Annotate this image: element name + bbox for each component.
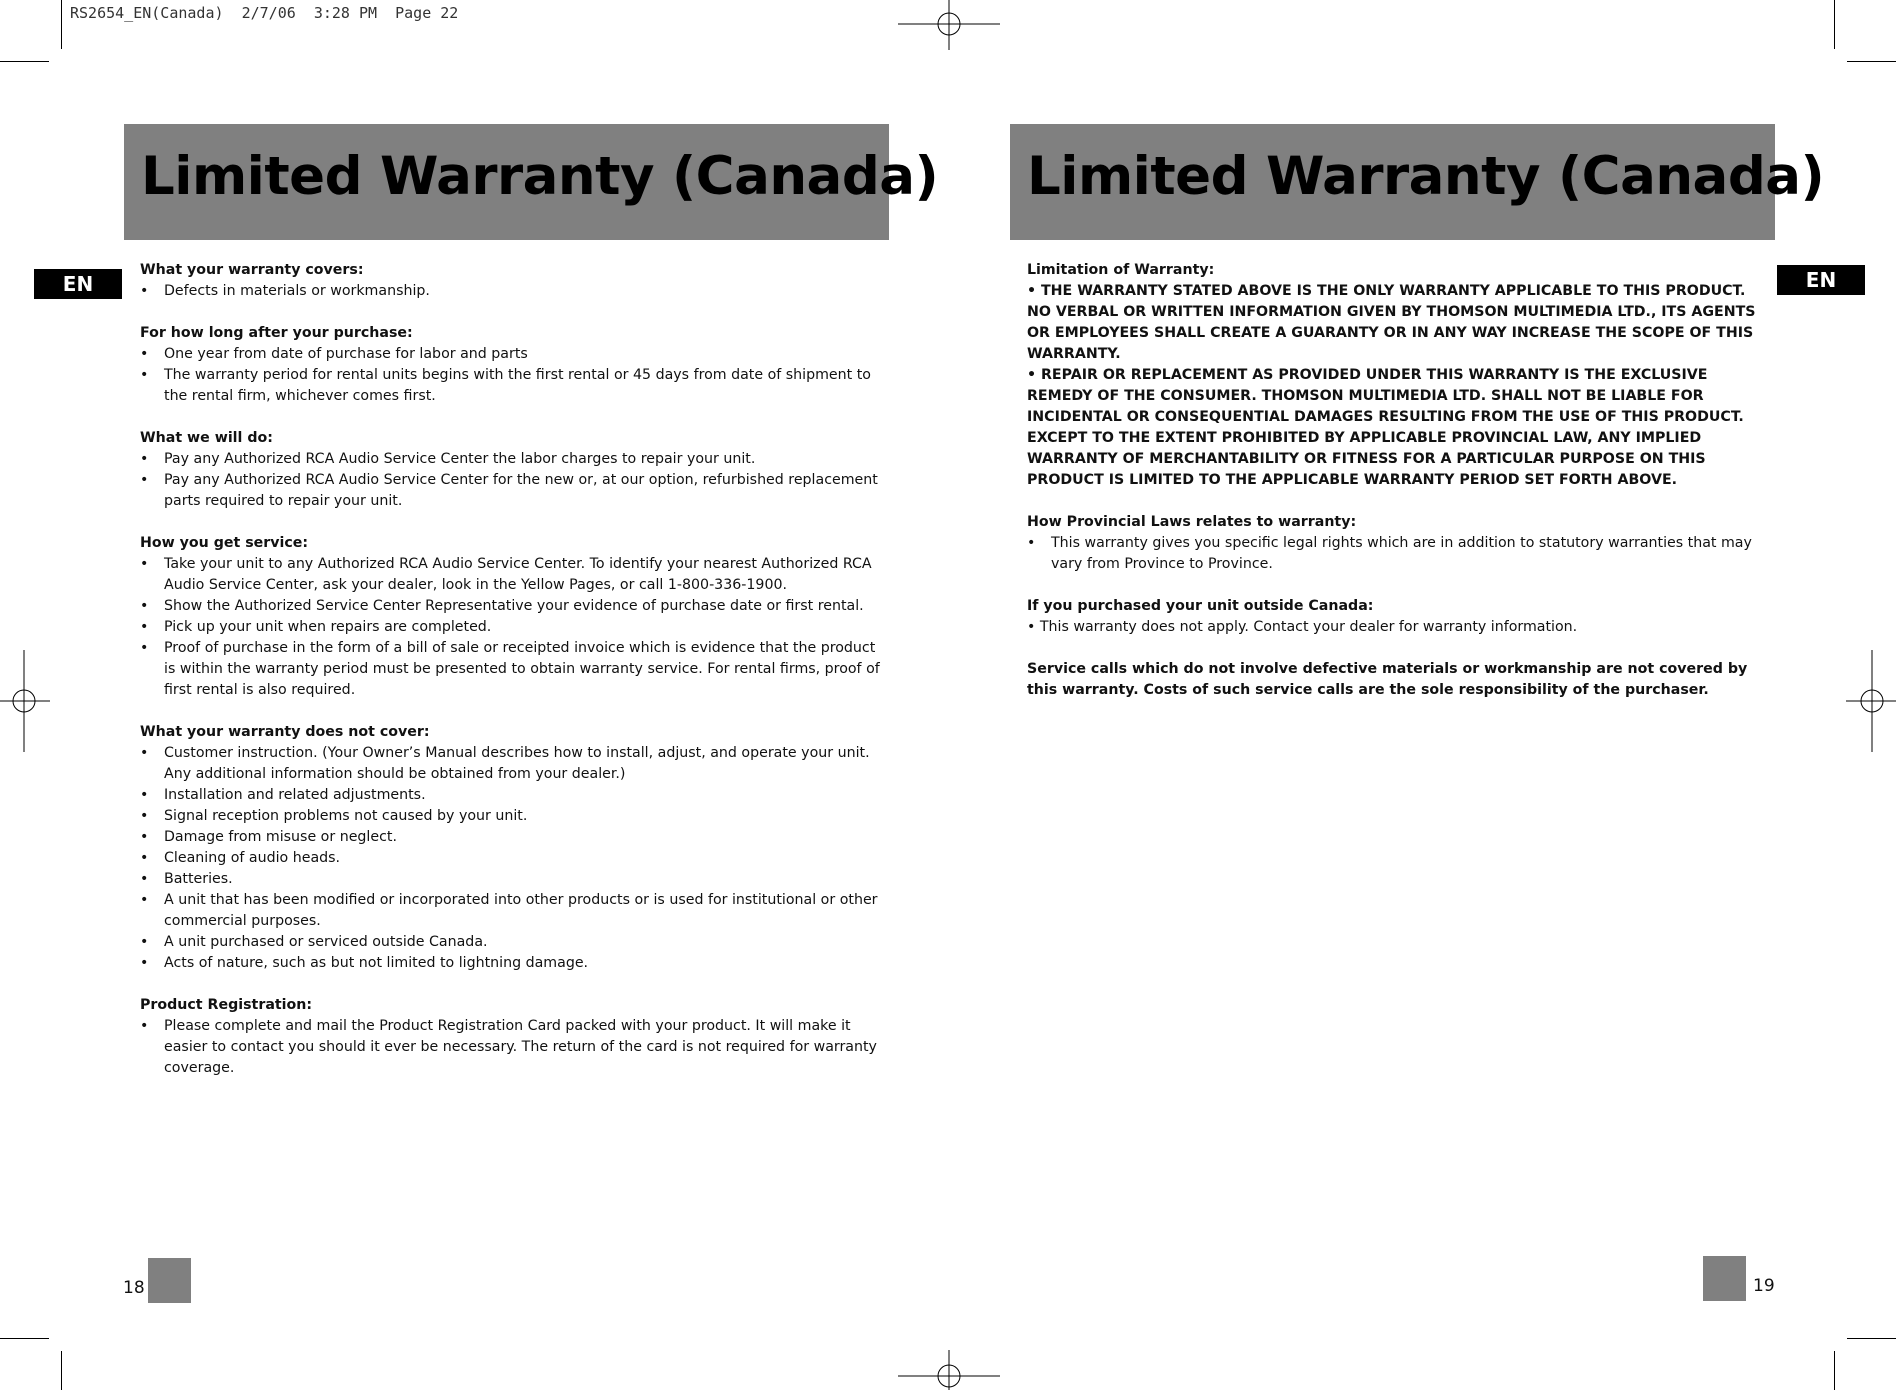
bullet-list — [140, 344, 880, 407]
list-item-text: Please complete and mail the Product Registration Card packed with your product. It will make it easier to contact you should it ever be necessary. The return of the card is not required for warranty coverage. — [164, 1018, 877, 1076]
service-calls-note: Service calls which do not involve defective materials or workmanship are not covered by this warranty. Costs of such service calls are the sole responsibility of the purchaser. — [1027, 661, 1748, 698]
bullet-list — [140, 449, 880, 512]
list-item — [140, 638, 880, 701]
crop-mark — [1847, 61, 1896, 62]
registration-mark-left — [0, 650, 50, 752]
limitation-heading: Limitation of Warranty: — [1027, 262, 1215, 278]
list-item-text: The warranty period for rental units begins with the first rental or 45 days from date of shipment to the rental firm, whichever comes first. — [164, 367, 871, 404]
right-language-tab: EN — [1777, 265, 1865, 295]
list-item-text: Defects in materials or workmanship. — [164, 283, 430, 299]
list-item — [140, 470, 880, 512]
bullet-list — [140, 281, 880, 302]
bullet-list — [140, 743, 880, 974]
list-item — [140, 785, 880, 806]
list-item-text: This warranty gives you specific legal rights which are in addition to statutory warranties that may vary from Province to Province. — [1051, 535, 1752, 572]
list-item — [140, 344, 880, 365]
list-item — [140, 953, 880, 974]
bullet-list — [140, 1016, 880, 1079]
section-heading: What your warranty covers: — [140, 262, 364, 278]
limitation-section — [1027, 260, 1767, 491]
list-item-text: Proof of purchase in the form of a bill of sale or receipted invoice which is evidence that the product is within the warranty period must be presented to obtain warranty service. For rental firms, proof of first rental is also required. — [164, 640, 880, 698]
list-item — [140, 617, 880, 638]
section-heading: How you get service: — [140, 535, 309, 551]
crop-mark — [0, 1338, 49, 1339]
printer-slug: RS2654_EN(Canada) 2/7/06 3:28 PM Page 22 — [70, 4, 459, 22]
left-page-title: Limited Warranty (Canada) — [141, 146, 939, 207]
crop-mark — [1834, 0, 1835, 49]
list-item-text: A unit that has been modified or incorporated into other products or is used for institutional or other commercial purposes. — [164, 892, 878, 929]
right-title-banner — [1010, 124, 1825, 240]
crop-mark — [61, 1351, 62, 1390]
list-item — [140, 1016, 880, 1079]
warranty-section — [140, 428, 880, 512]
list-item-text: Pay any Authorized RCA Audio Service Center the labor charges to repair your unit. — [164, 451, 756, 467]
bullet: • — [140, 451, 149, 467]
list-item — [140, 596, 880, 617]
bullet: • — [140, 367, 149, 383]
warranty-section — [140, 722, 880, 974]
list-item-text: Show the Authorized Service Center Representative your evidence of purchase date or first rental. — [164, 598, 864, 614]
section-heading: For how long after your purchase: — [140, 325, 413, 341]
bullet: • — [1027, 535, 1036, 551]
outside-canada-heading: If you purchased your unit outside Canada: — [1027, 598, 1374, 614]
warranty-section — [140, 323, 880, 407]
list-item-text: Acts of nature, such as but not limited to lightning damage. — [164, 955, 589, 971]
crop-mark — [61, 0, 62, 49]
list-item-text: One year from date of purchase for labor and parts — [164, 346, 528, 362]
bullet: • — [140, 808, 149, 824]
list-item — [140, 365, 880, 407]
bullet: • — [140, 955, 149, 971]
list-item-text: Damage from misuse or neglect. — [164, 829, 397, 845]
list-item-text: Pick up your unit when repairs are completed. — [164, 619, 492, 635]
right-page-body — [1027, 260, 1767, 722]
warranty-section — [140, 260, 880, 302]
list-item-text: Take your unit to any Authorized RCA Audio Service Center. To identify your nearest Authorized RCA Audio Service Center, ask your dealer, look in the Yellow Pages, or call 1-800-336-1900. — [164, 556, 872, 593]
crop-mark — [0, 61, 49, 62]
registration-mark-right — [1846, 650, 1896, 752]
bullet: • — [140, 556, 149, 572]
bullet: • — [140, 850, 149, 866]
left-title-banner — [124, 124, 939, 240]
registration-mark-top — [898, 0, 1000, 50]
right-page-number: 19 — [1753, 1276, 1775, 1296]
section-heading: What your warranty does not cover: — [140, 724, 430, 740]
bullet: • — [140, 871, 149, 887]
left-page-body — [140, 260, 880, 1100]
bullet: • — [140, 787, 149, 803]
bullet: • — [140, 745, 149, 761]
bullet: • — [140, 934, 149, 950]
list-item — [1027, 533, 1767, 575]
right-page-title: Limited Warranty (Canada) — [1027, 146, 1825, 207]
list-item — [140, 827, 880, 848]
outside-canada-section — [1027, 596, 1767, 638]
bullet: • — [140, 829, 149, 845]
bullet: • — [140, 640, 149, 656]
left-page-number: 18 — [123, 1278, 145, 1298]
left-page-marker — [148, 1258, 191, 1303]
provincial-section — [1027, 512, 1767, 575]
provincial-heading: How Provincial Laws relates to warranty: — [1027, 514, 1357, 530]
bullet: • — [140, 598, 149, 614]
left-language-tab: EN — [34, 269, 122, 299]
list-item — [140, 848, 880, 869]
list-item-text: Customer instruction. (Your Owner’s Manual describes how to install, adjust, and operate your unit. Any additional information should be obtained from your dealer.) — [164, 745, 870, 782]
list-item-text: Batteries. — [164, 871, 233, 887]
list-item-text: Signal reception problems not caused by your unit. — [164, 808, 528, 824]
bullet: • — [140, 1018, 149, 1034]
list-item — [140, 890, 880, 932]
bullet: • — [140, 619, 149, 635]
warranty-section — [140, 533, 880, 701]
list-item — [140, 869, 880, 890]
list-item — [140, 806, 880, 827]
bullet: • — [140, 346, 149, 362]
warranty-section — [140, 995, 880, 1079]
limitation-paragraph: • THE WARRANTY STATED ABOVE IS THE ONLY WARRANTY APPLICABLE TO THIS PRODUCT. NO VERBAL OR WRITTEN INFORMATION GIVEN BY THOMSON MULTIMEDIA LTD., ITS AGENTS OR EMPLOYEES SHALL CREATE A GUARANTY OR IN ANY WAY INCREASE THE SCOPE OF THIS WARRANTY. — [1027, 283, 1756, 362]
list-item-text: A unit purchased or serviced outside Canada. — [164, 934, 488, 950]
list-item — [140, 743, 880, 785]
bullet: • — [140, 283, 149, 299]
list-item-text: Pay any Authorized RCA Audio Service Center for the new or, at our option, refurbished replacement parts required to repair your unit. — [164, 472, 878, 509]
limitation-paragraph: • REPAIR OR REPLACEMENT AS PROVIDED UNDER THIS WARRANTY IS THE EXCLUSIVE REMEDY OF THE CONSUMER. THOMSON MULTIMEDIA LTD. SHALL NOT BE LIABLE FOR INCIDENTAL OR CONSEQUENTIAL DAMAGES RESULTING FROM THE USE OF THIS PRODUCT. EXCEPT TO THE EXTENT PROHIBITED BY APPLICABLE PROVINCIAL LAW, ANY IMPLIED WARRANTY OF MERCHANTABILITY OR FITNESS FOR A PARTICULAR PURPOSE ON THIS PRODUCT IS LIMITED TO THE APPLICABLE WARRANTY PERIOD SET FORTH ABOVE. — [1027, 367, 1744, 488]
list-item — [140, 281, 880, 302]
bullet: • — [140, 472, 149, 488]
outside-canada-text: • This warranty does not apply. Contact your dealer for warranty information. — [1027, 619, 1578, 635]
section-heading: Product Registration: — [140, 997, 313, 1013]
list-item — [140, 449, 880, 470]
limitation-text — [1027, 281, 1767, 491]
list-item-text: Cleaning of audio heads. — [164, 850, 341, 866]
registration-mark-bottom — [898, 1350, 1000, 1390]
bullet: • — [140, 892, 149, 908]
right-page-marker — [1703, 1256, 1746, 1301]
list-item — [140, 932, 880, 953]
section-heading: What we will do: — [140, 430, 273, 446]
crop-mark — [1834, 1351, 1835, 1390]
bullet-list — [140, 554, 880, 701]
list-item-text: Installation and related adjustments. — [164, 787, 426, 803]
crop-mark — [1847, 1338, 1896, 1339]
list-item — [140, 554, 880, 596]
